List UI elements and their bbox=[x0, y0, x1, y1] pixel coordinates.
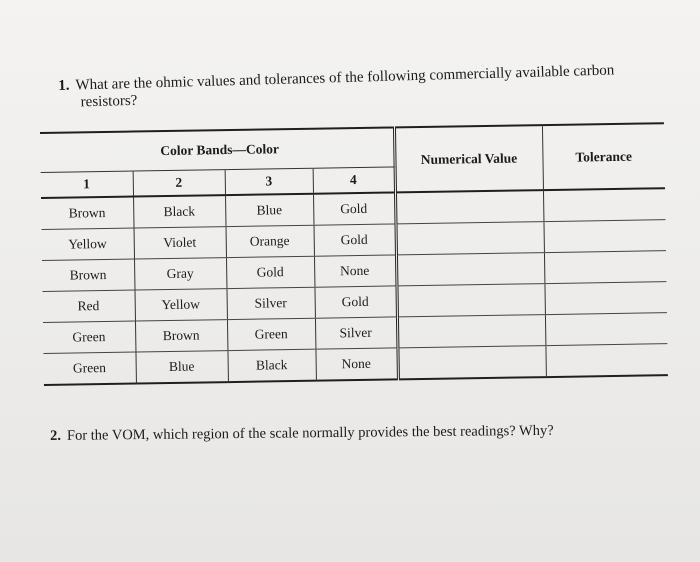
band-3-cell: Silver bbox=[226, 287, 314, 319]
resistor-table bbox=[40, 122, 668, 382]
band-1-cell: Green bbox=[43, 321, 135, 353]
tolerance-input[interactable] bbox=[545, 344, 667, 377]
question-1-text-line1: What are the ohmic values and tolerances of the following commercially available carbon bbox=[75, 62, 615, 94]
numerical-value-input[interactable] bbox=[395, 222, 543, 255]
band-4-cell: Gold bbox=[313, 224, 395, 256]
band-4-cell: Gold bbox=[313, 192, 395, 225]
band-3-cell: Gold bbox=[226, 256, 314, 288]
band-1-header: 1 bbox=[41, 171, 133, 198]
question-2-number: 2. bbox=[50, 427, 62, 444]
band-2-cell: Violet bbox=[134, 227, 226, 259]
band-1-cell: Green bbox=[43, 352, 135, 385]
question-2 bbox=[50, 422, 670, 445]
band-1-cell: Brown bbox=[41, 197, 133, 230]
band-2-cell: Brown bbox=[135, 320, 227, 352]
numerical-value-header: Numerical Value bbox=[394, 125, 543, 192]
tolerance-input[interactable] bbox=[543, 220, 665, 253]
question-1 bbox=[58, 61, 669, 112]
numerical-value-input[interactable] bbox=[397, 346, 545, 380]
tolerance-input[interactable] bbox=[543, 188, 665, 221]
band-3-cell: Green bbox=[227, 318, 315, 350]
band-2-header: 2 bbox=[133, 170, 225, 197]
tolerance-input[interactable] bbox=[544, 282, 666, 315]
tolerance-input[interactable] bbox=[544, 251, 666, 284]
band-4-cell: Silver bbox=[315, 317, 397, 349]
band-3-header: 3 bbox=[225, 168, 313, 195]
tolerance-header: Tolerance bbox=[542, 123, 665, 190]
band-4-cell: Gold bbox=[314, 286, 396, 318]
tolerance-input[interactable] bbox=[545, 313, 667, 346]
band-4-cell: None bbox=[314, 255, 396, 287]
question-1-text-line2: resistors? bbox=[80, 92, 138, 111]
band-2-cell: Black bbox=[133, 195, 225, 228]
band-1-cell: Yellow bbox=[42, 228, 134, 260]
question-1-number: 1. bbox=[58, 77, 70, 94]
question-2-text: For the VOM, which region of the scale normally provides the best readings? Why? bbox=[66, 422, 554, 444]
band-1-cell: Brown bbox=[42, 259, 134, 291]
band-3-cell: Blue bbox=[225, 194, 313, 227]
band-3-cell: Black bbox=[227, 349, 315, 382]
numerical-value-input[interactable] bbox=[395, 190, 543, 224]
band-3-cell: Orange bbox=[226, 225, 314, 257]
numerical-value-input[interactable] bbox=[397, 315, 545, 348]
color-bands-header: Color Bands—Color bbox=[132, 129, 313, 171]
band-4-header: 4 bbox=[313, 167, 395, 194]
band-1-cell: Red bbox=[43, 290, 135, 322]
numerical-value-input[interactable] bbox=[396, 284, 544, 317]
band-2-cell: Blue bbox=[135, 351, 227, 384]
band-2-cell: Gray bbox=[134, 258, 226, 290]
numerical-value-input[interactable] bbox=[396, 253, 544, 286]
band-4-cell: None bbox=[315, 348, 397, 381]
band-2-cell: Yellow bbox=[134, 289, 226, 321]
